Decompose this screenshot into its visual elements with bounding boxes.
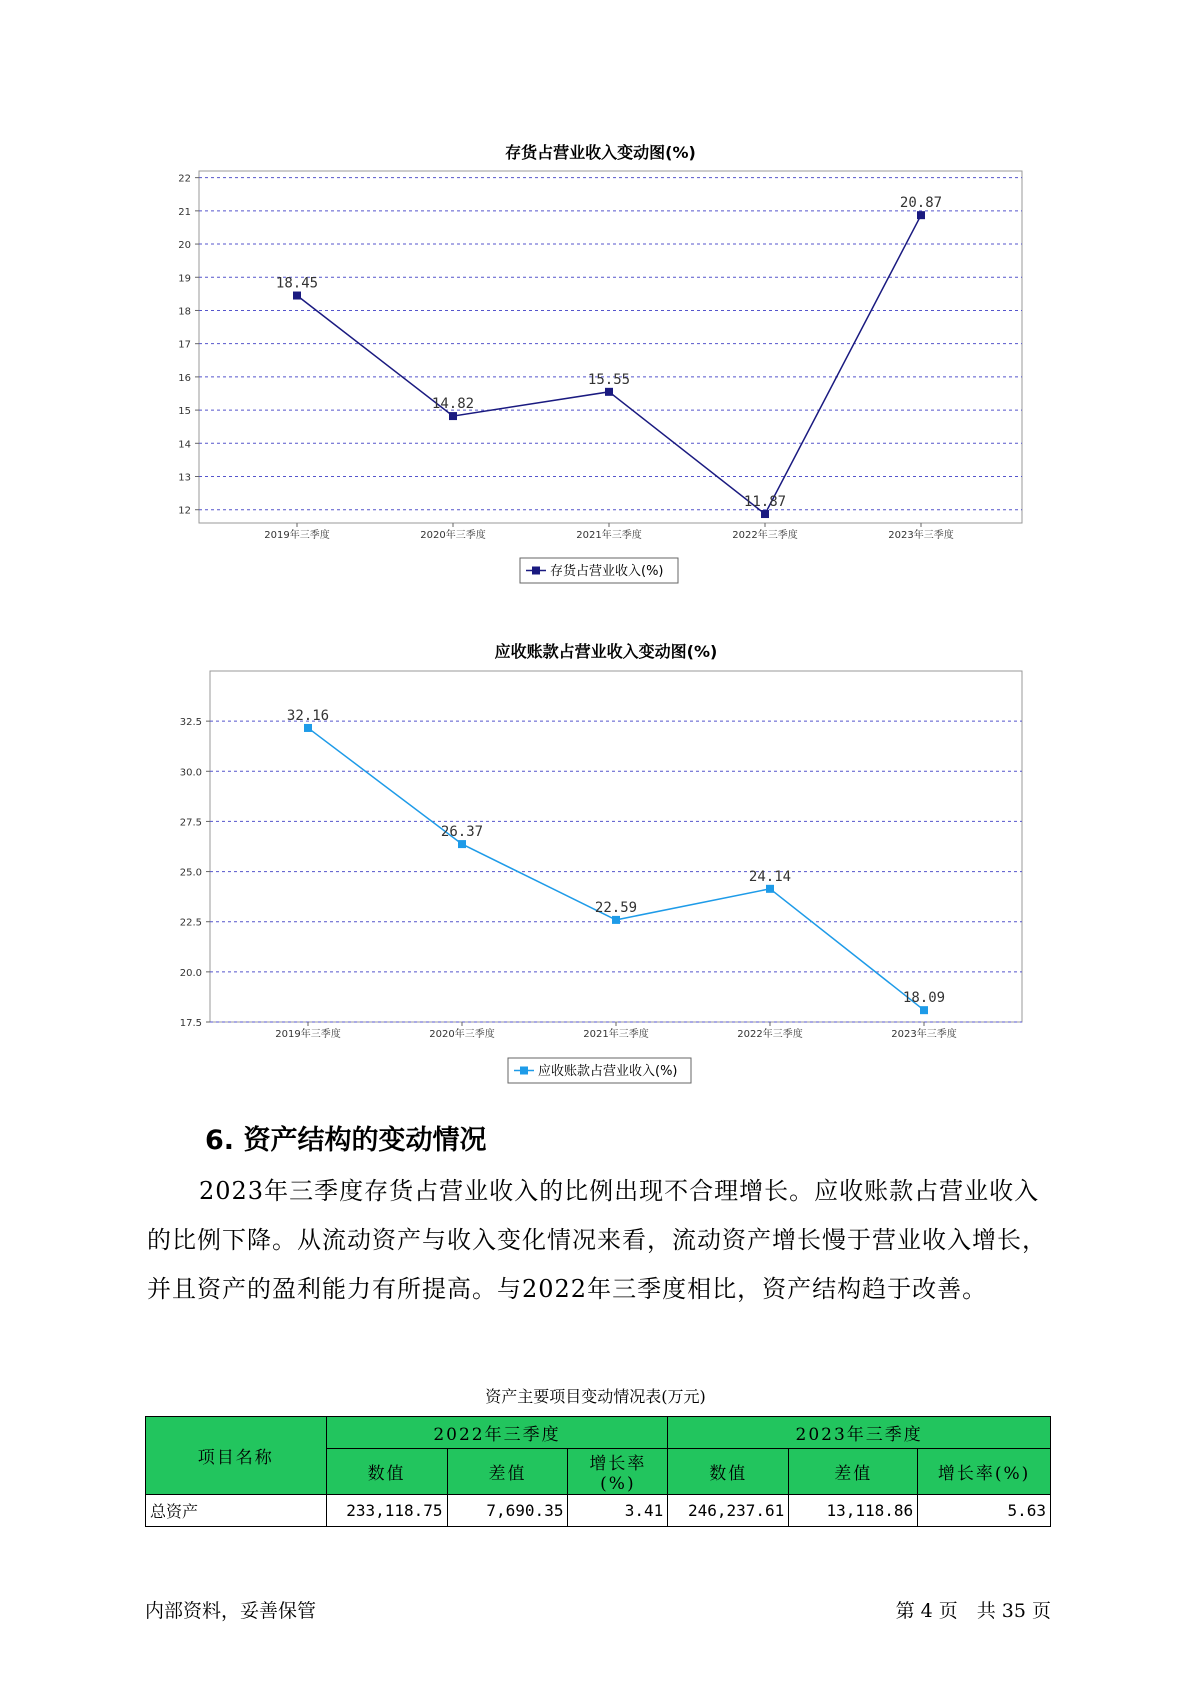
- data-label: 11.87: [743, 494, 787, 511]
- header-diff: 差值: [447, 1449, 568, 1495]
- legend-label: 应收账款占营业收入(%): [538, 1064, 678, 1079]
- footer-confidential: 内部资料，妥善保管: [145, 1600, 317, 1622]
- data-label: 24.14: [748, 868, 792, 885]
- header-period-2023: 2023年三季度: [668, 1417, 1051, 1449]
- x-tick-label: 2021年三季度: [576, 530, 642, 541]
- data-point: [920, 1006, 928, 1014]
- x-tick-label: 2022年三季度: [737, 1029, 803, 1040]
- y-tick-label: 17: [178, 339, 191, 351]
- header-diff: 差值: [789, 1449, 918, 1495]
- header-value: 数值: [326, 1449, 447, 1495]
- y-tick-label: 22.5: [179, 917, 202, 929]
- x-tick-label: 2023年三季度: [891, 1029, 957, 1040]
- data-point: [304, 724, 312, 732]
- y-tick-label: 32.5: [179, 717, 202, 729]
- data-label: 18.09: [902, 990, 946, 1007]
- data-label: 20.87: [899, 195, 943, 212]
- chart-title: 存货占营业收入变动图(%): [505, 143, 696, 162]
- table-caption: 资产主要项目变动情况表(万元): [485, 1387, 706, 1406]
- row-diff-2022: 7,690.35: [447, 1495, 568, 1527]
- y-tick-label: 16: [178, 372, 191, 384]
- section-paragraph: 2023年三季度存货占营业收入的比例出现不合理增长。应收账款占营业收入的比例下降。从流动资产与收入变化情况来看，流动资产增长慢于营业收入增长，并且资产的盈利能力有所提高。与2022年三季度相比，资产结构趋于改善。: [147, 1177, 1047, 1303]
- data-label: 22.59: [594, 899, 638, 916]
- x-tick-label: 2021年三季度: [583, 1029, 649, 1040]
- data-point: [612, 916, 620, 924]
- x-tick-label: 2022年三季度: [732, 530, 798, 541]
- chart-title: 应收账款占营业收入变动图(%): [494, 642, 718, 661]
- x-tick-label: 2020年三季度: [420, 530, 486, 541]
- x-tick-label: 2019年三季度: [264, 530, 330, 541]
- y-tick-label: 17.5: [179, 1018, 202, 1029]
- row-value-2022: 233,118.75: [326, 1495, 447, 1527]
- x-tick-label: 2019年三季度: [275, 1029, 341, 1040]
- plot-area: [199, 171, 1022, 523]
- data-point: [917, 211, 925, 219]
- inventory-ratio-chart: [178, 143, 1022, 583]
- row-rate-2023: 5.63: [918, 1495, 1051, 1527]
- header-item-name: 项目名称: [146, 1417, 327, 1495]
- data-point: [605, 388, 613, 396]
- row-rate-2022: 3.41: [568, 1495, 668, 1527]
- y-tick-label: 13: [178, 472, 191, 484]
- y-tick-label: 20: [178, 240, 191, 252]
- y-tick-label: 25.0: [179, 867, 202, 879]
- footer-page-number: 第 4 页 共 35 页: [895, 1600, 1051, 1622]
- y-tick-label: 22: [178, 173, 191, 185]
- y-tick-label: 19: [178, 273, 191, 285]
- y-tick-label: 27.5: [179, 817, 202, 829]
- y-tick-label: 18: [178, 306, 191, 318]
- data-label: 26.37: [440, 824, 484, 841]
- y-tick-label: 21: [178, 206, 191, 218]
- data-label: 32.16: [286, 707, 330, 724]
- data-label: 15.55: [587, 371, 631, 388]
- y-tick-label: 12: [178, 505, 191, 517]
- header-value: 数值: [668, 1449, 789, 1495]
- plot-area: [210, 671, 1022, 1022]
- header-period-2022: 2022年三季度: [326, 1417, 668, 1449]
- row-diff-2023: 13,118.86: [789, 1495, 918, 1527]
- table-row: [146, 1495, 1051, 1527]
- data-label: 18.45: [275, 275, 319, 292]
- row-name: 总资产: [146, 1495, 327, 1527]
- y-tick-label: 14: [178, 439, 191, 451]
- data-point: [766, 885, 774, 893]
- data-point: [458, 840, 466, 848]
- y-tick-label: 20.0: [179, 967, 202, 979]
- receivables-ratio-chart: [180, 642, 1022, 1083]
- y-tick-label: 15: [178, 406, 191, 418]
- data-point: [449, 412, 457, 420]
- header-rate: 增长率(%): [568, 1449, 668, 1495]
- x-tick-label: 2020年三季度: [429, 1029, 495, 1040]
- section-title: 6. 资产结构的变动情况: [205, 1125, 487, 1156]
- asset-change-table: [145, 1416, 1051, 1527]
- legend-marker: [532, 567, 540, 575]
- data-point: [761, 510, 769, 518]
- header-rate: 增长率(%): [918, 1449, 1051, 1495]
- row-value-2023: 246,237.61: [668, 1495, 789, 1527]
- x-tick-label: 2023年三季度: [888, 530, 954, 541]
- y-tick-label: 30.0: [179, 767, 202, 779]
- data-label: 14.82: [431, 396, 475, 413]
- legend-label: 存货占营业收入(%): [550, 564, 664, 579]
- data-point: [293, 292, 301, 300]
- legend-marker: [520, 1067, 528, 1075]
